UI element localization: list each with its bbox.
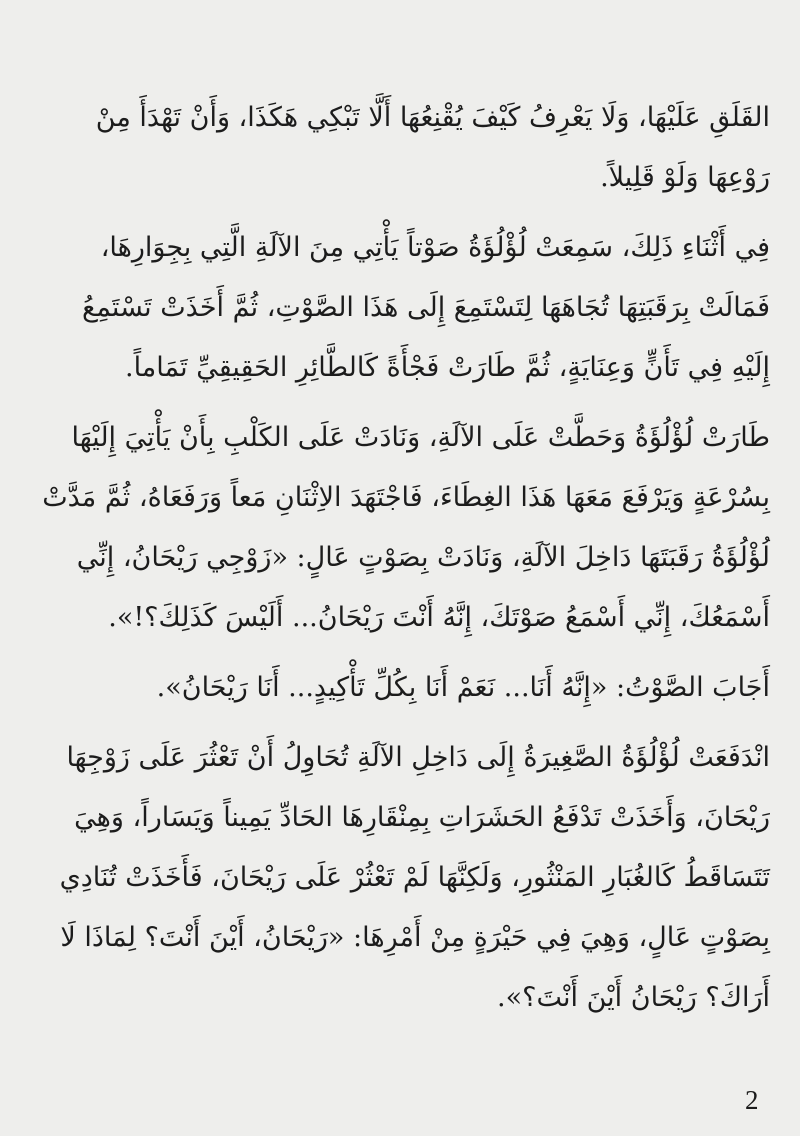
paragraph-2: فِي أَثْنَاءِ ذَلِكَ، سَمِعَتْ لُؤْلُؤَةُ صَوْتاً يَأْتِي مِنَ الآلَةِ الَّتِي بِجِوَارِهَا، فَمَالَتْ بِرَقَبَتِهَا تُجَاهَهَا لِتَسْتَمِعَ إِلَى هَذَا الصَّوْتِ، ثُمَّ أَخَذَتْ تَسْتَمِعُ إِلَيْهِ فِي تَأَنٍّ وَعِنَايَةٍ، ثُمَّ طَارَتْ فَجْأَةً كَالطَّائِرِ الحَقِيقِيِّ تَمَاماً. — [81, 232, 770, 383]
paragraph-5: انْدَفَعَتْ لُؤْلُؤَةُ الصَّغِيرَةُ إِلَى دَاخِلِ الآلَةِ تُحَاوِلُ أَنْ تَعْثُرَ عَلَى زَوْجِهَا رَيْحَانَ، وَأَخَذَتْ تَدْفَعُ الحَشَرَاتِ بِمِنْقَارِهَا الحَادِّ يَمِيناً وَيَسَاراً، وَهِيَ تَتَسَاقَطُ كَالغُبَارِ المَنْثُورِ، وَلَكِنَّهَا لَمْ تَعْثُرْ عَلَى رَيْحَانَ، فَأَخَذَتْ تُنَادِي بِصَوْتٍ عَالٍ، وَهِيَ فِي حَيْرَةٍ مِنْ أَمْرِهَا: «رَيْحَانُ، أَيْنَ أَنْتَ؟ لِمَاذَا لَا أَرَاكَ؟ رَيْحَانُ أَيْنَ أَنْتَ؟». — [59, 742, 770, 1013]
story-text — [40, 88, 770, 1028]
page-number: 2 — [745, 1085, 759, 1115]
paragraph-1: القَلَقِ عَلَيْهَا، وَلَا يَعْرِفُ كَيْفَ يُقْنِعُهَا أَلَّا تَبْكِي هَكَذَا، وَأَنْ تَهْدَأَ مِنْ رَوْعِهَا وَلَوْ قَلِيلاً. — [95, 102, 770, 193]
paragraph-3: طَارَتْ لُؤْلُؤَةُ وَحَطَّتْ عَلَى الآلَةِ، وَنَادَتْ عَلَى الكَلْبِ بِأَنْ يَأْتِيَ إِلَيْهَا بِسُرْعَةٍ وَيَرْفَعَ مَعَهَا هَذَا الغِطَاءَ، فَاجْتَهَدَ الاِثْنَانِ مَعاً وَرَفَعَاهُ، ثُمَّ مَدَّتْ لُؤْلُؤَةُ رَقَبَتَهَا دَاخِلَ الآلَةِ، وَنَادَتْ بِصَوْتٍ عَالٍ: «زَوْجِي رَيْحَانُ، إِنِّي أَسْمَعُكَ، إِنِّي أَسْمَعُ صَوْتَكَ، إِنَّهُ أَنْتَ رَيْحَانُ... أَلَيْسَ كَذَلِكَ؟!». — [42, 422, 770, 633]
paragraph-4: أَجَابَ الصَّوْتُ: «إِنَّهُ أَنَا... نَعَمْ أَنَا بِكُلِّ تَأْكِيدٍ... أَنَا رَيْحَانُ». — [156, 672, 770, 703]
